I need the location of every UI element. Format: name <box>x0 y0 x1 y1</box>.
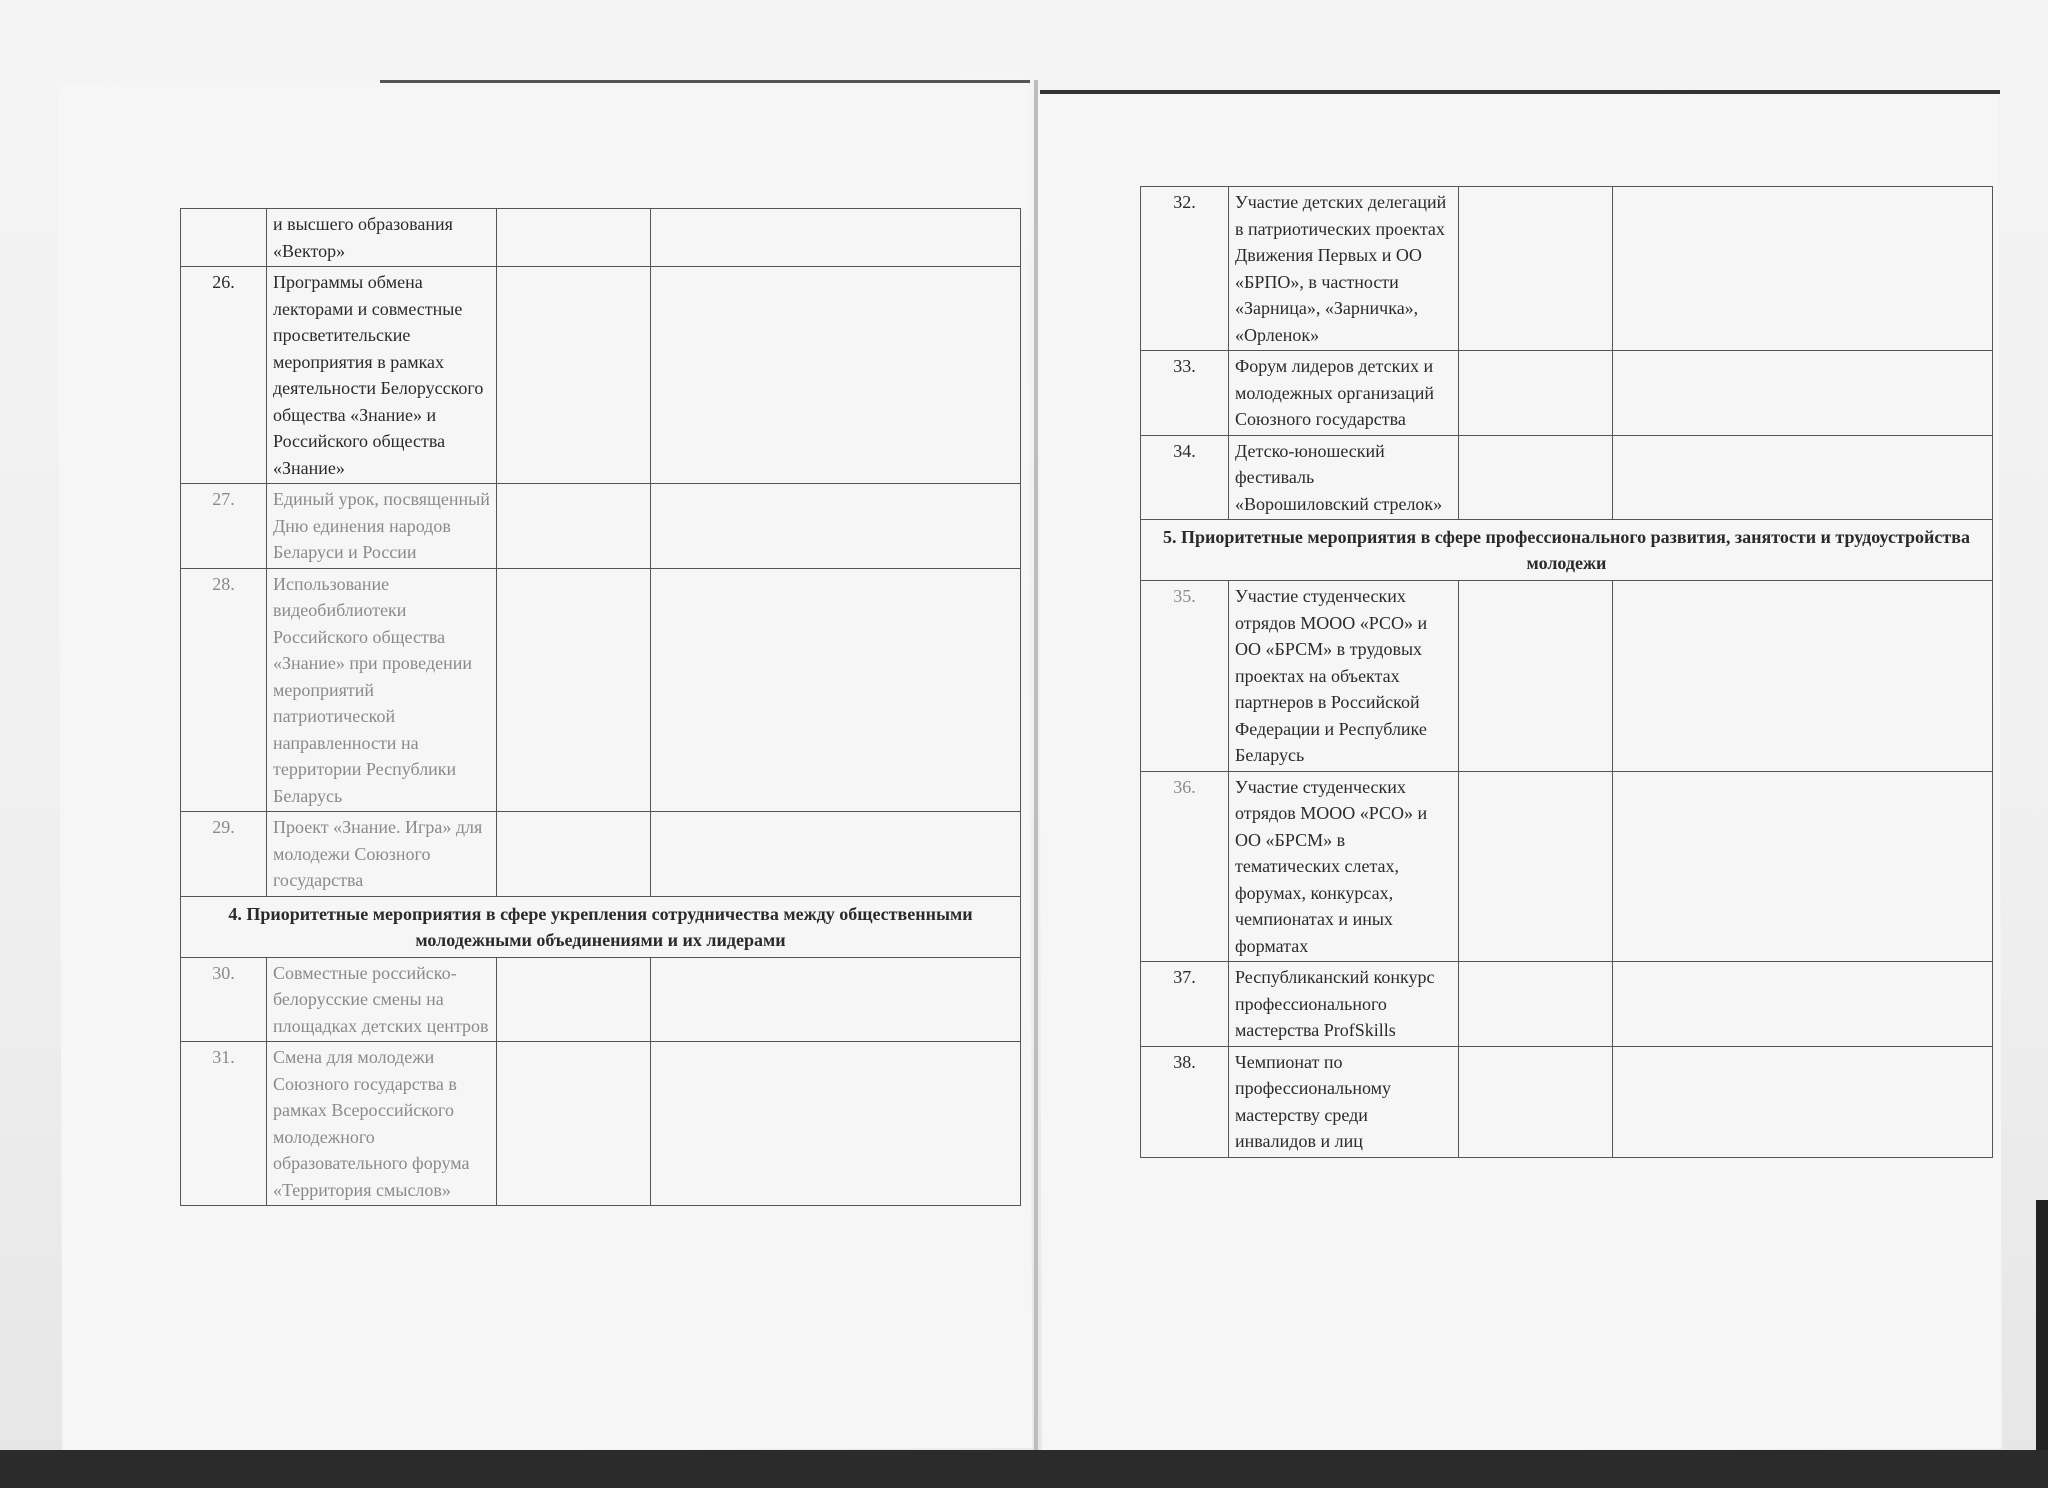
empty-cell <box>497 484 651 569</box>
empty-cell <box>1613 351 1993 436</box>
row-number: 34. <box>1141 435 1229 520</box>
empty-cell <box>1459 581 1613 772</box>
event-name: Республиканский конкурс профессионального мастерства ProfSkills <box>1229 962 1459 1047</box>
empty-cell <box>497 267 651 484</box>
event-name: Использование видеобиблиотеки Российского общества «Знание» при проведении мероприятий патриотической направленности на территории Республики Беларусь <box>267 568 497 812</box>
row-number: 33. <box>1141 351 1229 436</box>
empty-cell <box>1459 1046 1613 1157</box>
row-number: 29. <box>181 812 267 897</box>
event-name: Совместные российско-белорусские смены на площадках детских центров <box>267 957 497 1042</box>
table-row <box>1141 187 1993 351</box>
event-name: и высшего образования «Вектор» <box>267 209 497 267</box>
empty-cell <box>1613 187 1993 351</box>
scanner-bottom-shadow <box>0 1450 2048 1488</box>
row-number: 30. <box>181 957 267 1042</box>
empty-cell <box>497 1042 651 1206</box>
row-number: 27. <box>181 484 267 569</box>
event-name: Программы обмена лекторами и совместные просветительские мероприятия в рамках деятельности Белорусского общества «Знание» и Российского общества «Знание» <box>267 267 497 484</box>
event-name: Чемпионат по профессиональному мастерству среди инвалидов и лиц <box>1229 1046 1459 1157</box>
empty-cell <box>1459 435 1613 520</box>
section-row <box>1141 520 1993 581</box>
table-row <box>181 957 1021 1042</box>
table-row <box>181 484 1021 569</box>
event-name: Детско-юношеский фестиваль «Ворошиловский стрелок» <box>1229 435 1459 520</box>
scanner-edge-shadow <box>2036 1200 2048 1450</box>
table-row <box>1141 435 1993 520</box>
table-row <box>181 568 1021 812</box>
row-number: 28. <box>181 568 267 812</box>
left-table <box>180 208 1021 1206</box>
empty-cell <box>651 1042 1021 1206</box>
section-row <box>181 896 1021 957</box>
event-name: Единый урок, посвященный Дню единения народов Беларуси и России <box>267 484 497 569</box>
table-row <box>181 812 1021 897</box>
row-number: 36. <box>1141 771 1229 962</box>
event-name: Участие студенческих отрядов МООО «РСО» и ОО «БРСМ» в тематических слетах, форумах, конкурсах, чемпионатах и иных форматах <box>1229 771 1459 962</box>
section-heading: 5. Приоритетные мероприятия в сфере профессионального развития, занятости и трудоустройства молодежи <box>1141 520 1993 581</box>
event-name: Участие детских делегаций в патриотических проектах Движения Первых и ОО «БРПО», в частности «Зарница», «Зарничка», «Орленок» <box>1229 187 1459 351</box>
table-row <box>1141 351 1993 436</box>
empty-cell <box>651 209 1021 267</box>
empty-cell <box>1613 435 1993 520</box>
row-number: 26. <box>181 267 267 484</box>
row-number: 37. <box>1141 962 1229 1047</box>
empty-cell <box>1459 187 1613 351</box>
empty-cell <box>1459 771 1613 962</box>
right-table <box>1140 186 1993 1158</box>
event-name: Проект «Знание. Игра» для молодежи Союзного государства <box>267 812 497 897</box>
row-number: 32. <box>1141 187 1229 351</box>
event-name: Форум лидеров детских и молодежных организаций Союзного государства <box>1229 351 1459 436</box>
empty-cell <box>1613 1046 1993 1157</box>
section-heading: 4. Приоритетные мероприятия в сфере укрепления сотрудничества между общественными молодежными объединениями и их лидерами <box>181 896 1021 957</box>
empty-cell <box>497 209 651 267</box>
page-fold <box>1034 80 1038 1460</box>
row-number: 35. <box>1141 581 1229 772</box>
empty-cell <box>1613 962 1993 1047</box>
empty-cell <box>651 957 1021 1042</box>
table-row <box>181 209 1021 267</box>
table-row <box>1141 581 1993 772</box>
table-row <box>1141 771 1993 962</box>
empty-cell <box>497 957 651 1042</box>
empty-cell <box>651 484 1021 569</box>
row-number: 31. <box>181 1042 267 1206</box>
table-row <box>181 1042 1021 1206</box>
empty-cell <box>651 267 1021 484</box>
right-page-edge <box>1040 90 2000 94</box>
empty-cell <box>497 568 651 812</box>
empty-cell <box>1613 771 1993 962</box>
empty-cell <box>497 812 651 897</box>
table-row <box>1141 1046 1993 1157</box>
row-number <box>181 209 267 267</box>
left-page-edge <box>380 80 1030 83</box>
empty-cell <box>1459 351 1613 436</box>
row-number: 38. <box>1141 1046 1229 1157</box>
empty-cell <box>1459 962 1613 1047</box>
event-name: Смена для молодежи Союзного государства в рамках Всероссийского молодежного образовательного форума «Территория смыслов» <box>267 1042 497 1206</box>
table-row <box>181 267 1021 484</box>
table-row <box>1141 962 1993 1047</box>
empty-cell <box>651 568 1021 812</box>
empty-cell <box>1613 581 1993 772</box>
event-name: Участие студенческих отрядов МООО «РСО» и ОО «БРСМ» в трудовых проектах на объектах партнеров в Российской Федерации и Республике Беларусь <box>1229 581 1459 772</box>
empty-cell <box>651 812 1021 897</box>
